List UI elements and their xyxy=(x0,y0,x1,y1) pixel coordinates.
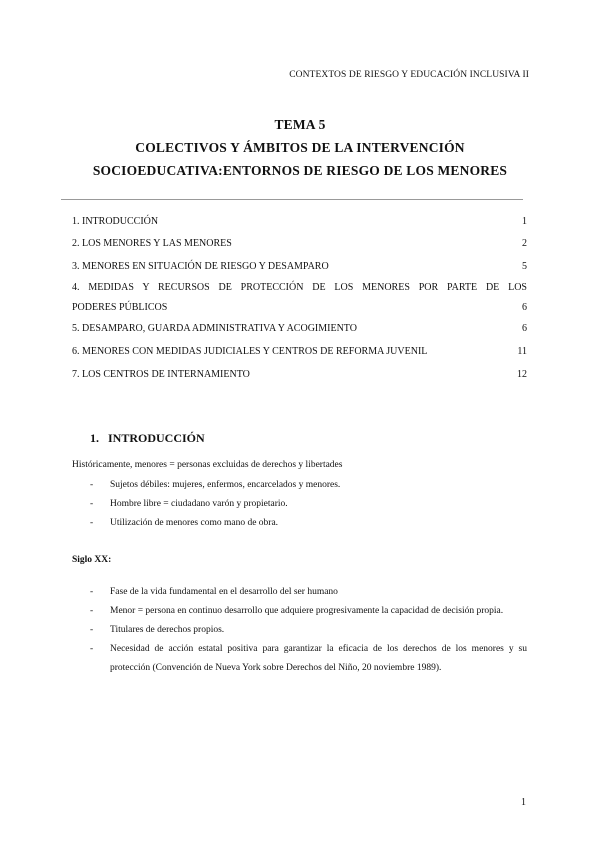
toc-entry-page: 6 xyxy=(522,302,527,313)
toc-entry-label: 2. LOS MENORES Y LAS MENORES xyxy=(72,238,232,249)
topic-number: TEMA 5 xyxy=(274,117,326,132)
toc-entry-label: 1. INTRODUCCIÓN xyxy=(72,216,159,227)
bullet-list-historical xyxy=(90,476,527,533)
title-divider xyxy=(61,199,523,200)
toc-entry-6[interactable] xyxy=(72,346,527,357)
bullet-dash: - xyxy=(90,587,94,597)
subheading-siglo-xx: Siglo XX: xyxy=(72,555,112,565)
toc-entry-label-cont: PODERES PÚBLICOS xyxy=(72,302,168,313)
running-header: CONTEXTOS DE RIESGO Y EDUCACIÓN INCLUSIVA II xyxy=(289,70,529,80)
list-item xyxy=(90,621,527,640)
toc-entry-label: 5. DESAMPARO, GUARDA ADMINISTRATIVA Y ACOGIMIENTO xyxy=(72,323,357,334)
list-item-text: Fase de la vida fundamental en el desarrollo del ser humano xyxy=(110,587,338,597)
list-item xyxy=(90,476,527,495)
list-item-text: Hombre libre = ciudadano varón y propietario. xyxy=(110,499,288,509)
list-item-text: Necesidad de acción estatal positiva para garantizar la eficacia de los derechos de los menores y su protección (Convención de Nueva York sobre Derechos del Niño, 20 noviembre 1989). xyxy=(110,644,527,673)
bullet-dash: - xyxy=(90,606,94,616)
toc-entry-label: 4. MEDIDAS Y RECURSOS DE PROTECCIÓN DE LOS MENORES POR PARTE DE LOS xyxy=(72,282,527,293)
bullet-dash: - xyxy=(90,480,94,490)
bullet-dash: - xyxy=(90,625,94,635)
list-item xyxy=(90,640,527,678)
toc-entry-1[interactable] xyxy=(72,216,527,227)
list-item-text: Sujetos débiles: mujeres, enfermos, encarcelados y menores. xyxy=(110,480,341,490)
toc-entry-2[interactable] xyxy=(72,238,527,249)
toc-entry-label: 7. LOS CENTROS DE INTERNAMIENTO xyxy=(72,369,250,380)
section-heading xyxy=(90,431,205,446)
list-item xyxy=(90,602,527,621)
section-number: 1. xyxy=(90,431,99,445)
toc-entry-label: 3. MENORES EN SITUACIÓN DE RIESGO Y DESAMPARO xyxy=(72,261,329,272)
bullet-list-siglo-xx xyxy=(90,583,527,678)
toc-entry-page: 11 xyxy=(517,346,527,357)
bullet-dash: - xyxy=(90,644,94,654)
list-item xyxy=(90,583,527,602)
toc-entry-page: 5 xyxy=(522,261,527,272)
toc-entry-page: 2 xyxy=(522,238,527,249)
section-title: INTRODUCCIÓN xyxy=(108,431,205,445)
list-item-text: Utilización de menores como mano de obra. xyxy=(110,518,279,528)
toc-entry-page: 12 xyxy=(517,369,527,380)
title-line-2: SOCIOEDUCATIVA:ENTORNOS DE RIESGO DE LOS MENORES xyxy=(92,163,508,178)
page-number: 1 xyxy=(521,797,526,808)
toc-entry-7[interactable] xyxy=(72,369,527,380)
toc-entry-page: 6 xyxy=(522,323,527,334)
list-item-text: Titulares de derechos propios. xyxy=(110,625,225,635)
toc-entry-5[interactable] xyxy=(72,323,527,334)
list-item xyxy=(90,495,527,514)
list-item xyxy=(90,514,527,533)
intro-paragraph: Históricamente, menores = personas excluidas de derechos y libertades xyxy=(72,460,343,470)
toc-entry-3[interactable] xyxy=(72,261,527,272)
toc-entry-label: 6. MENORES CON MEDIDAS JUDICIALES Y CENTROS DE REFORMA JUVENIL xyxy=(72,346,428,357)
toc-entry-page: 1 xyxy=(522,216,527,227)
toc-entry-4[interactable] xyxy=(72,278,527,318)
bullet-dash: - xyxy=(90,499,94,509)
list-item-text: Menor = persona en continuo desarrollo que adquiere progresivamente la capacidad de decisión propia. xyxy=(110,606,504,616)
bullet-dash: - xyxy=(90,518,94,528)
title-line-1: COLECTIVOS Y ÁMBITOS DE LA INTERVENCIÓN xyxy=(135,140,465,155)
